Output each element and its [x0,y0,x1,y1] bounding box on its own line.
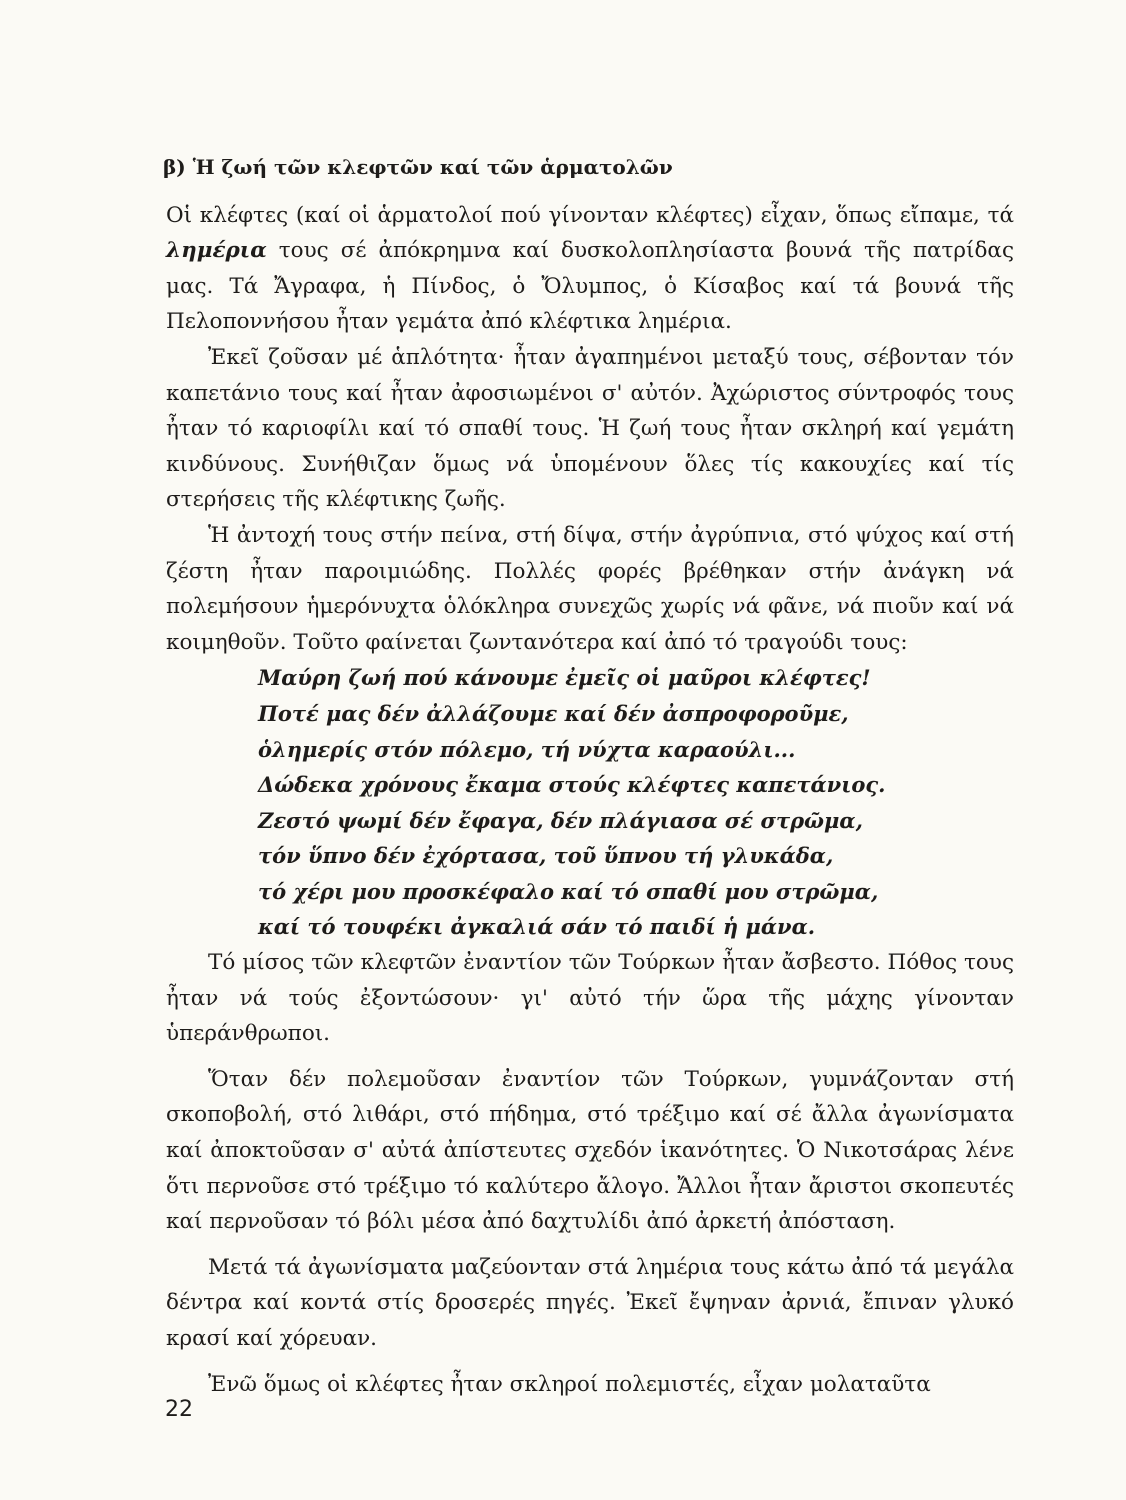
verse-line: Δώδεκα χρόνους ἔκαμα στούς κλέφτες καπετάνιος. [258,772,886,798]
section-heading: β) Ἡ ζωή τῶν κλεφτῶν καί τῶν ἁρματολῶν [163,155,673,179]
verse-line: ὁλημερίς στόν πόλεμο, τή νύχτα καραούλι... [258,736,796,762]
verse-line: Ποτέ μας δέν ἀλλάζουμε καί δέν ἀσπροφοροῦμε, [258,700,849,726]
verse-line: καί τό τουφέκι ἀγκαλιά σάν τό παιδί ἡ μάνα. [258,914,816,940]
folk-song-verse [258,660,1014,945]
verse-line: τόν ὕπνο δέν ἐχόρτασα, τοῦ ὕπνου τή γλυκάδα, [258,843,834,869]
verse-line: τό χέρι μου προσκέφαλο καί τό σπαθί μου στρῶμα, [258,878,879,904]
intro-paragraph [166,198,1014,340]
verse-line: Ζεστό ψωμί δέν ἔφαγα, δέν πλάγιασα σέ στρῶμα, [258,807,863,833]
emphasized-term: λημέρια [166,238,267,264]
verse-line: Μαύρη ζωή πού κάνουμε ἐμεῖς οἱ μαῦροι κλέφτες! [258,665,871,691]
paragraph-feasts: Μετά τά ἀγωνίσματα μαζεύονταν στά λημέρια τους κάτω ἀπό τά μεγάλα δέντρα καί κοντά στίς δροσερές πηγές. Ἐκεῖ ἔψηναν ἀρνιά, ἔπιναν γλυκό κρασί καί χόρευαν. [166,1254,1014,1351]
intro-text-after: τους σέ ἀπόκρημνα καί δυσκολοπλησίαστα βουνά τῆς πατρίδας μας. Τά Ἄγραφα, ἡ Πίνδος, ὁ Ὄλυμπος, ὁ Κίσαβος καί τά βουνά τῆς Πελοποννήσου ἦταν γεμάτα ἀπό κλέφτικα λημέρια. [166,238,1014,335]
page-number: 22 [165,1397,193,1422]
paragraph-life-in-lairs: Ἐκεῖ ζοῦσαν μέ ἁπλότητα· ἦταν ἀγαπημένοι μεταξύ τους, σέβονταν τόν καπετάνιο τους καί ἦταν ἀφοσιωμένοι σ' αὐτόν. Ἀχώριστος σύντροφός τους ἦταν τό καριοφίλι καί τό σπαθί τους. Ἡ ζωή τους ἦταν σκληρή καί γεμάτη κινδύνους. Συνήθιζαν ὅμως νά ὑπομένουν ὅλες τίς κακουχίες καί τίς στερήσεις τῆς κλέφτικης ζωῆς. [166,344,1014,513]
paragraph-endurance: Ἡ ἀντοχή τους στήν πείνα, στή δίψα, στήν ἀγρύπνια, στό ψύχος καί στή ζέστη ἦταν παροιμιώδης. Πολλές φορές βρέθηκαν στήν ἀνάγκη νά πολεμήσουν ἡμερόνυχτα ὁλόκληρα συνεχῶς χωρίς νά φᾶνε, νά πιοῦν καί νά κοιμηθοῦν. Τοῦτο φαίνεται ζωντανότερα καί ἀπό τό τραγούδι τους: [166,522,1014,655]
paragraph-hatred: Τό μίσος τῶν κλεφτῶν ἐναντίον τῶν Τούρκων ἦταν ἄσβεστο. Πόθος τους ἦταν νά τούς ἐξοντώσουν· γι' αὐτό τήν ὥρα τῆς μάχης γίνονταν ὑπεράνθρωποι. [166,950,1014,1047]
paragraph-continued: Ἐνῶ ὅμως οἱ κλέφτες ἦταν σκληροί πολεμιστές, εἶχαν μολαταῦτα [208,1371,931,1397]
paragraph-training: Ὅταν δέν πολεμοῦσαν ἐναντίον τῶν Τούρκων, γυμνάζονταν στή σκοποβολή, στό λιθάρι, στό πήδημα, στό τρέξιμο καί σέ ἄλλα ἀγωνίσματα καί ἀποκτοῦσαν σ' αὐτά ἀπίστευτες σχεδόν ἱκανότητες. Ὁ Νικοτσάρας λένε ὅτι περνοῦσε στό τρέξιμο τό καλύτερο ἄλογο. Ἄλλοι ἦταν ἄριστοι σκοπευτές καί περνοῦσαν τό βόλι μέσα ἀπό δαχτυλίδι ἀπό ἀρκετή ἀπόσταση. [166,1066,1014,1235]
page-body [163,150,1014,1402]
intro-text-before: Οἱ κλέφτες (καί οἱ ἁρματολοί πού γίνονταν κλέφτες) εἶχαν, ὅπως εἴπαμε, τά [166,202,1014,228]
